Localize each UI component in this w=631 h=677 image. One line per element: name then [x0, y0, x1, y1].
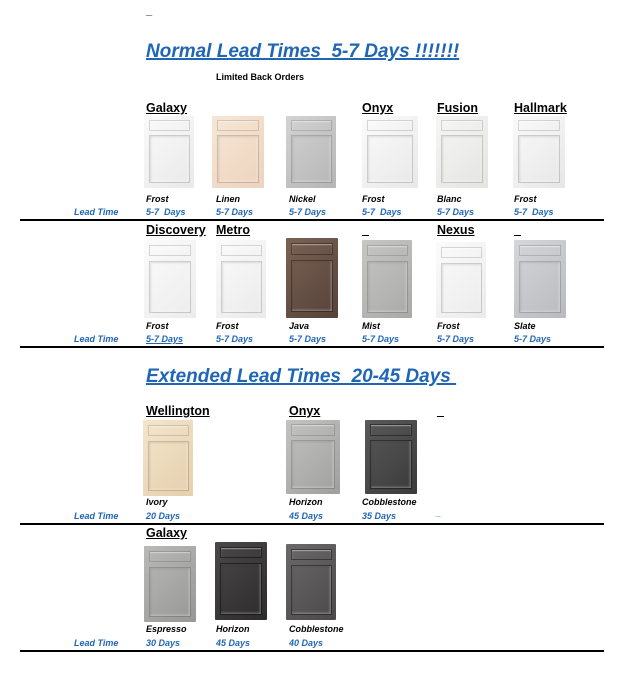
lead-days: 5-7 Days — [362, 334, 400, 344]
lead-days: 5-7 Days — [216, 207, 254, 217]
header-mark: _ — [146, 5, 153, 17]
door-swatch-mist[interactable] — [362, 240, 412, 318]
line-name-onyx: Onyx — [289, 404, 321, 418]
color-name: Blanc — [437, 194, 462, 204]
door-swatch-horizon-dark[interactable] — [215, 542, 267, 620]
lead-days: 5-7 Days — [362, 207, 402, 217]
color-name: Frost — [437, 321, 460, 331]
door-swatch-galaxy-frost[interactable] — [144, 116, 194, 188]
lead-days: 5-7 Days — [289, 334, 327, 344]
lead-time-label: Lead Time — [74, 334, 119, 344]
lead-days: 40 Days — [289, 638, 324, 648]
door-swatch-cobblestone-dark[interactable] — [365, 420, 417, 494]
color-name: Frost — [146, 194, 169, 204]
door-swatch-onyx-frost[interactable] — [362, 116, 418, 188]
door-swatch-espresso[interactable] — [144, 546, 196, 622]
color-name: Horizon — [216, 624, 250, 634]
line-name-discovery: Discovery — [146, 223, 206, 237]
color-name: Frost — [362, 194, 385, 204]
color-name: Slate — [514, 321, 536, 331]
door-swatch-hallmark-frost[interactable] — [513, 116, 565, 188]
extended-lead-times-title: Extended Lead Times 20-45 Days — [146, 366, 457, 387]
line-name-mark: _ — [437, 404, 444, 418]
color-name: Frost — [514, 194, 537, 204]
row-divider — [20, 346, 604, 348]
line-name-galaxy: Galaxy — [146, 526, 188, 540]
color-name: Cobblestone — [289, 624, 344, 634]
line-name-hallmark: Hallmark — [514, 101, 567, 115]
door-swatch-slate[interactable] — [514, 240, 566, 318]
door-swatch-cobblestone-mid[interactable] — [286, 544, 336, 620]
limited-back-orders-note: Limited Back Orders — [216, 72, 305, 82]
lead-days: 5-7 Days — [514, 207, 554, 217]
line-name-mark: _ — [362, 223, 369, 237]
lead-days: 5-7 Days — [289, 207, 327, 217]
lead-days: 5-7 Days — [146, 207, 186, 217]
color-name: Horizon — [289, 497, 323, 507]
lead-days: 5-7 Days — [437, 334, 475, 344]
row-divider — [20, 219, 604, 221]
lead-days: 5-7 Days — [146, 334, 184, 344]
lead-days: 35 Days — [362, 511, 397, 521]
door-swatch-java[interactable] — [286, 238, 338, 318]
lead-days: 45 Days — [216, 638, 251, 648]
lead-days: 30 Days — [146, 638, 181, 648]
color-name: Java — [289, 321, 310, 331]
lead-time-label: Lead Time — [74, 511, 119, 521]
door-swatch-blanc[interactable] — [436, 116, 488, 188]
color-name: Mist — [362, 321, 380, 331]
lead-days: 20 Days — [146, 511, 181, 521]
color-name: Frost — [216, 321, 239, 331]
lead-time-label: Lead Time — [74, 207, 119, 217]
line-name-mark: _ — [514, 223, 521, 237]
line-name-metro: Metro — [216, 223, 251, 237]
line-name-galaxy: Galaxy — [146, 101, 188, 115]
color-name: Espresso — [146, 624, 187, 634]
row-divider — [20, 523, 604, 525]
door-swatch-linen[interactable] — [212, 116, 264, 188]
lead-days: 5-7 Days — [514, 334, 552, 344]
door-swatch-nickel[interactable] — [286, 116, 336, 188]
color-name: Linen — [216, 194, 240, 204]
door-swatch-horizon-light[interactable] — [286, 420, 340, 494]
color-name: Frost — [146, 321, 169, 331]
row-divider — [20, 650, 604, 652]
color-name: Cobblestone — [362, 497, 417, 507]
lead-days: 45 Days — [289, 511, 324, 521]
line-name-nexus: Nexus — [437, 223, 475, 237]
line-name-fusion: Fusion — [437, 101, 478, 115]
lead-days: 5-7 Days — [437, 207, 475, 217]
door-swatch-nexus-frost[interactable] — [436, 242, 486, 318]
lead-time-label: Lead Time — [74, 638, 119, 648]
trailing-mark: _ — [436, 508, 442, 518]
line-name-wellington: Wellington — [146, 404, 210, 418]
door-swatch-discovery-frost[interactable] — [144, 240, 196, 318]
color-name: Ivory — [146, 497, 168, 507]
lead-days: 5-7 Days — [216, 334, 254, 344]
normal-lead-times-title: Normal Lead Times 5-7 Days !!!!!!! — [146, 41, 460, 62]
door-swatch-metro-frost[interactable] — [216, 240, 266, 318]
color-name: Nickel — [289, 194, 316, 204]
line-name-onyx: Onyx — [362, 101, 394, 115]
door-swatch-ivory[interactable] — [143, 420, 193, 496]
